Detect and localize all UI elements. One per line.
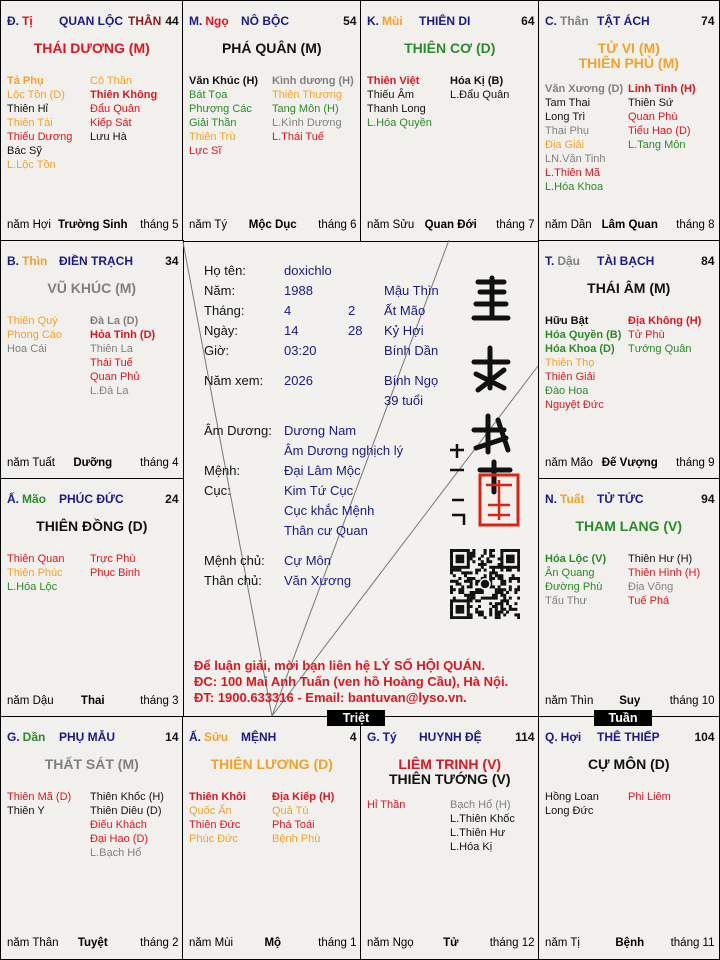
year-label: năm Thân <box>7 936 59 949</box>
month-label: tháng 12 <box>489 936 535 949</box>
info-than-chu-label: Thân chủ: <box>204 573 262 588</box>
heavenly-stem: Q. <box>545 730 558 744</box>
star[interactable]: Lưu Hà <box>90 131 127 143</box>
palace-name: THIÊN DI <box>419 14 471 28</box>
year-label: năm Tị <box>545 936 580 949</box>
star[interactable]: Hóa Quyền (B) <box>545 329 622 341</box>
star[interactable]: L.Đẩu Quân <box>450 89 510 101</box>
star[interactable]: Thiên La <box>90 343 133 355</box>
star[interactable]: L.Hóa Khoa <box>545 181 604 193</box>
main-star[interactable]: THIÊN ĐỒNG (D) <box>36 518 148 534</box>
info-age: 39 tuổi <box>384 393 424 408</box>
star[interactable]: Kiếp Sát <box>90 117 132 129</box>
earthly-branch: Dần <box>22 730 46 744</box>
star[interactable]: Tam Thai <box>545 97 591 109</box>
star[interactable]: Quả Tú <box>272 805 309 817</box>
info-month-solar: 4 <box>284 303 292 318</box>
life-stage: Mộ <box>264 936 282 949</box>
month-label: tháng 5 <box>140 218 179 231</box>
star[interactable]: Thiên Sứ <box>628 97 674 109</box>
palace-name: QUAN LỘC <box>59 14 123 28</box>
star[interactable]: Thái Tuế <box>90 357 133 369</box>
month-label: tháng 8 <box>676 218 715 231</box>
star[interactable]: Đường Phù <box>545 581 603 593</box>
earthly-branch: Tý <box>382 730 397 744</box>
star[interactable]: Linh Tinh (H) <box>628 83 696 95</box>
star[interactable]: Long Trì <box>545 111 586 123</box>
heavenly-stem: T. <box>545 254 555 268</box>
life-stage: Thai <box>80 694 105 707</box>
star[interactable]: Thiên Việt <box>367 75 420 87</box>
info-menh-chu-label: Mệnh chủ: <box>204 553 265 568</box>
star[interactable]: Trực Phù <box>90 553 136 565</box>
star[interactable]: Bác Sỹ <box>7 145 42 157</box>
info-hour: 03:20 <box>284 343 317 358</box>
palace-name: THÊ THIẾP <box>597 730 660 744</box>
major-period-age: 24 <box>165 492 179 506</box>
star[interactable]: Phúc Đức <box>189 833 238 845</box>
earthly-branch: Thìn <box>22 254 48 268</box>
heavenly-stem: B. <box>7 254 19 268</box>
main-star[interactable]: THIÊN LƯƠNG (D) <box>210 756 333 772</box>
heavenly-stem: K. <box>367 14 379 28</box>
palace-name: NÔ BỘC <box>241 14 289 28</box>
star[interactable]: Tướng Quân <box>628 343 692 355</box>
heavenly-stem: C. <box>545 14 557 28</box>
month-label: tháng 1 <box>318 936 357 949</box>
month-label: tháng 4 <box>140 456 179 469</box>
triet-marker: Triệt <box>327 710 385 726</box>
star[interactable]: Văn Khúc (H) <box>189 75 259 87</box>
main-star[interactable]: THẤT SÁT (M) <box>44 756 139 772</box>
star[interactable]: L.Hóa Kị <box>450 841 493 853</box>
info-name-label: Họ tên: <box>204 263 246 278</box>
star[interactable]: Thiên Giải <box>545 371 596 383</box>
star[interactable]: Thanh Long <box>367 103 426 115</box>
star[interactable]: LN.Văn Tinh <box>545 153 606 165</box>
info-month-lunar: 2 <box>348 303 356 318</box>
life-stage: Đế Vượng <box>601 456 658 469</box>
info-menh-chu: Cự Môn <box>284 553 331 568</box>
main-star[interactable]: THIÊN PHỦ (M) <box>578 55 679 71</box>
star[interactable]: Tấu Thư <box>545 595 588 607</box>
earthly-branch: Sửu <box>204 730 229 744</box>
star[interactable]: Thiên Hư (H) <box>628 553 693 565</box>
main-star[interactable]: PHÁ QUÂN (M) <box>221 40 322 56</box>
address-line: ĐC: 100 Mai Anh Tuấn (ven hồ Hoàng Cầu), Hà Nội. <box>194 674 509 689</box>
info-cuc-note1: Cục khắc Mệnh <box>284 503 375 518</box>
main-star[interactable]: THÁI ÂM (M) <box>587 280 671 296</box>
earthly-branch: Ngọ <box>205 14 229 28</box>
star[interactable]: L.Hóa Quyền <box>367 117 432 129</box>
info-cuc: Kim Tứ Cục <box>284 483 354 498</box>
life-stage: Mộc Dục <box>248 218 297 231</box>
major-period-age: 4 <box>349 730 357 744</box>
year-label: năm Sửu <box>367 218 415 231</box>
info-menh-label: Mệnh: <box>204 463 241 478</box>
star[interactable]: Đẩu Quân <box>90 103 141 115</box>
star[interactable]: Hỏa Tinh (D) <box>90 329 156 341</box>
life-stage: Dưỡng <box>73 456 113 469</box>
heavenly-stem: G. <box>367 730 380 744</box>
star[interactable]: Thiên Quan <box>7 553 65 565</box>
star[interactable]: Phục Binh <box>90 567 141 579</box>
month-label: tháng 11 <box>670 936 715 949</box>
star[interactable]: Hỉ Thần <box>367 799 406 811</box>
year-label: năm Dần <box>545 218 592 231</box>
main-star[interactable]: THÁI DƯƠNG (M) <box>33 40 150 56</box>
star[interactable]: Địa Giải <box>545 139 585 151</box>
main-star[interactable]: LIÊM TRINH (V) <box>398 756 502 772</box>
main-star[interactable]: THIÊN CƠ (D) <box>404 40 496 56</box>
star[interactable]: Hóa Lộc (V) <box>545 553 607 565</box>
star[interactable]: Cô Thần <box>90 75 132 87</box>
heavenly-stem: Ấ. <box>7 492 19 506</box>
info-cuc-label: Cục: <box>204 483 231 498</box>
info-month-can-chi: Ất Mão <box>384 303 426 318</box>
info-am-duong: Dương Nam <box>284 423 357 438</box>
star[interactable]: Giải Thần <box>189 117 237 129</box>
major-period-age: 54 <box>343 14 357 28</box>
star[interactable]: Thiên Thương <box>272 89 343 101</box>
star[interactable]: Hồng Loan <box>545 791 599 803</box>
earthly-branch: Mùi <box>382 14 403 28</box>
month-label: tháng 3 <box>140 694 179 707</box>
earthly-branch: Mão <box>22 492 46 506</box>
info-than-chu: Văn Xương <box>284 573 352 588</box>
star[interactable]: Thiên Khốc (H) <box>90 791 164 803</box>
major-period-age: 84 <box>701 254 715 268</box>
star[interactable]: Phong Cáo <box>7 329 63 341</box>
month-label: tháng 7 <box>496 218 535 231</box>
info-year-label: Năm: <box>204 283 236 298</box>
star[interactable]: Điếu Khách <box>90 819 147 831</box>
info-day-lunar: 28 <box>348 323 363 338</box>
tuan-marker: Tuần <box>594 710 652 726</box>
star[interactable]: Thiên Tài <box>7 117 53 129</box>
star[interactable]: Thiếu Âm <box>367 89 415 101</box>
star[interactable]: Nguyệt Đức <box>545 399 604 411</box>
major-period-age: 74 <box>701 14 715 28</box>
star[interactable]: Kình dương (H) <box>272 75 354 87</box>
star[interactable]: Thiên Thọ <box>545 357 595 369</box>
year-label: năm Mùi <box>189 936 234 949</box>
palace-name: TÀI BẠCH <box>597 254 655 268</box>
star[interactable]: L.Bạch Hổ <box>90 847 142 859</box>
heavenly-stem: G. <box>7 730 20 744</box>
star[interactable]: Thiên Y <box>7 805 45 817</box>
main-star[interactable]: THIÊN TƯỚNG (V) <box>388 771 511 787</box>
star[interactable]: Tiểu Hao (D) <box>628 125 691 137</box>
star[interactable]: Quan Phù <box>628 111 678 123</box>
info-view-year: 2026 <box>284 373 313 388</box>
heavenly-stem: N. <box>545 492 557 506</box>
info-name: doxichlo <box>284 263 332 278</box>
heavenly-stem: Đ. <box>7 14 19 28</box>
palace-name: TẬT ÁCH <box>597 14 650 28</box>
palace-name: PHÚC ĐỨC <box>59 492 124 506</box>
star[interactable]: L.Thiên Mã <box>545 167 601 179</box>
star[interactable]: Hữu Bật <box>545 315 589 327</box>
info-year-can-chi: Mậu Thìn <box>384 283 439 298</box>
star[interactable]: Long Đức <box>545 805 594 817</box>
palace-name: TỬ TỨC <box>597 492 644 506</box>
star[interactable]: Phá Toái <box>272 819 315 831</box>
main-star[interactable]: THAM LANG (V) <box>575 518 683 534</box>
than-marker: THÂN <box>128 14 162 28</box>
year-label: năm Hợi <box>7 218 51 231</box>
star[interactable]: Thiên Diêu (D) <box>90 805 162 817</box>
phone-email-line[interactable]: ĐT: 1900.633316 - Email: bantuvan@lyso.vn. <box>194 690 467 705</box>
star[interactable]: Địa Không (H) <box>628 315 702 327</box>
star[interactable]: Quốc Ấn <box>189 805 232 817</box>
star[interactable]: Lực Sĩ <box>189 145 222 157</box>
star[interactable]: Bát Tọa <box>189 89 228 101</box>
earthly-branch: Hợi <box>560 730 582 744</box>
info-view-year-label: Năm xem: <box>204 373 264 388</box>
qr-code[interactable] <box>450 549 520 619</box>
month-label: tháng 2 <box>140 936 179 949</box>
star[interactable]: Thiếu Dương <box>7 131 73 143</box>
star[interactable]: L.Thiên Khốc <box>450 813 515 825</box>
star[interactable]: Thiên Hình (H) <box>628 567 701 579</box>
life-stage: Bệnh <box>615 936 645 949</box>
star[interactable]: Quan Phủ <box>90 371 140 383</box>
star[interactable]: Địa Võng <box>628 581 674 593</box>
year-label: năm Mão <box>545 456 593 469</box>
life-stage: Suy <box>619 694 641 707</box>
major-period-age: 104 <box>694 730 715 744</box>
major-period-age: 114 <box>515 730 535 744</box>
star[interactable]: L.Đà La <box>90 385 129 397</box>
star[interactable]: Văn Xương (D) <box>545 83 624 95</box>
info-menh: Đại Lâm Mộc <box>284 463 361 478</box>
star[interactable]: Thiên Trù <box>189 131 236 143</box>
earthly-branch: Thân <box>560 14 589 28</box>
info-am-duong-note: Âm Dương nghịch lý <box>284 443 404 458</box>
star[interactable]: Đào Hoa <box>545 385 589 397</box>
month-label: tháng 9 <box>676 456 715 469</box>
year-label: năm Thìn <box>545 694 594 707</box>
star[interactable]: Thiên Quý <box>7 315 58 327</box>
info-year: 1988 <box>284 283 313 298</box>
star[interactable]: Tử Phù <box>628 329 665 341</box>
heavenly-stem: M. <box>189 14 203 28</box>
year-label: năm Ngọ <box>367 936 414 949</box>
info-hour-label: Giờ: <box>204 343 230 358</box>
info-day-can-chi: Kỷ Hợi <box>384 323 424 338</box>
star[interactable]: Tả Phụ <box>7 75 44 87</box>
star[interactable]: Hoa Cái <box>7 343 47 355</box>
month-label: tháng 6 <box>318 218 357 231</box>
star[interactable]: Thiên Khôi <box>189 791 246 803</box>
month-label: tháng 10 <box>669 694 715 707</box>
star[interactable]: Đà La (D) <box>90 315 139 327</box>
star[interactable]: Thiên Hỉ <box>7 103 48 115</box>
star[interactable]: Ân Quang <box>545 567 595 579</box>
star[interactable]: Phượng Các <box>189 103 252 115</box>
palace-name: PHỤ MẪU <box>59 730 115 744</box>
major-period-age: 34 <box>165 254 179 268</box>
info-view-year-can-chi: Bính Ngọ <box>384 373 439 388</box>
star[interactable]: L.Tang Môn <box>628 139 686 151</box>
major-period-age: 94 <box>701 492 715 506</box>
year-label: năm Tuất <box>7 456 55 469</box>
info-day-label: Ngày: <box>204 323 238 338</box>
star[interactable]: Hóa Kị (B) <box>450 75 504 87</box>
star[interactable]: Tuế Phá <box>628 595 670 607</box>
star[interactable]: Thiên Đức <box>189 819 241 831</box>
earthly-branch: Dậu <box>557 254 581 268</box>
star[interactable]: Thiên Phúc <box>7 567 63 579</box>
main-star[interactable]: VŨ KHÚC (M) <box>47 280 137 296</box>
info-am-duong-label: Âm Dương: <box>204 423 272 438</box>
life-stage: Tuyệt <box>77 936 108 949</box>
star[interactable]: Lộc Tồn (D) <box>7 89 65 101</box>
star[interactable]: L.Thái Tuế <box>272 131 324 143</box>
palace-name: HUYNH ĐỆ <box>419 730 482 744</box>
palace-name: MỆNH <box>241 730 277 744</box>
star[interactable]: Thiên Không <box>90 89 158 101</box>
life-stage: Quan Đới <box>424 218 477 231</box>
main-star[interactable]: TỬ VI (M) <box>597 40 660 56</box>
star[interactable]: L.Lộc Tồn <box>7 159 56 171</box>
star[interactable]: Tang Môn (H) <box>272 103 339 115</box>
star[interactable]: Thai Phụ <box>545 125 590 137</box>
earthly-branch: Tị <box>22 14 33 28</box>
life-stage: Lâm Quan <box>601 218 658 231</box>
major-period-age: 44 <box>165 14 179 28</box>
star[interactable]: Phi Liêm <box>628 791 671 803</box>
info-hour-can-chi: Bính Dần <box>384 343 439 358</box>
star[interactable]: L.Thiên Hư <box>450 827 506 839</box>
calligraphy-logo <box>440 270 530 540</box>
star[interactable]: Địa Kiếp (H) <box>272 791 335 803</box>
info-cuc-note2: Thân cư Quan <box>284 523 368 538</box>
major-period-age: 64 <box>521 14 535 28</box>
major-period-age: 14 <box>165 730 179 744</box>
star[interactable]: Hóa Khoa (D) <box>545 343 615 355</box>
palace-name: ĐIỀN TRẠCH <box>59 254 133 268</box>
year-label: năm Tý <box>189 218 228 231</box>
star[interactable]: L.Kình Dương <box>272 117 342 129</box>
heavenly-stem: Ấ. <box>189 730 201 744</box>
earthly-branch: Tuất <box>560 492 585 506</box>
life-stage: Trường Sinh <box>57 218 128 231</box>
life-stage: Tử <box>443 936 459 949</box>
info-day-solar: 14 <box>284 323 299 338</box>
contact-line: Để luận giải, mời bạn liên hệ LÝ SỐ HỘI QUÁN. <box>194 658 485 673</box>
star[interactable]: Thiên Mã (D) <box>7 791 72 803</box>
info-month-label: Tháng: <box>204 303 245 318</box>
star[interactable]: Bạch Hổ (H) <box>450 799 511 811</box>
star[interactable]: Đại Hao (D) <box>90 833 149 845</box>
star[interactable]: Bệnh Phù <box>272 833 321 845</box>
main-star[interactable]: CỰ MÔN (D) <box>587 756 670 772</box>
star[interactable]: L.Hóa Lộc <box>7 581 58 593</box>
year-label: năm Dậu <box>7 694 54 707</box>
